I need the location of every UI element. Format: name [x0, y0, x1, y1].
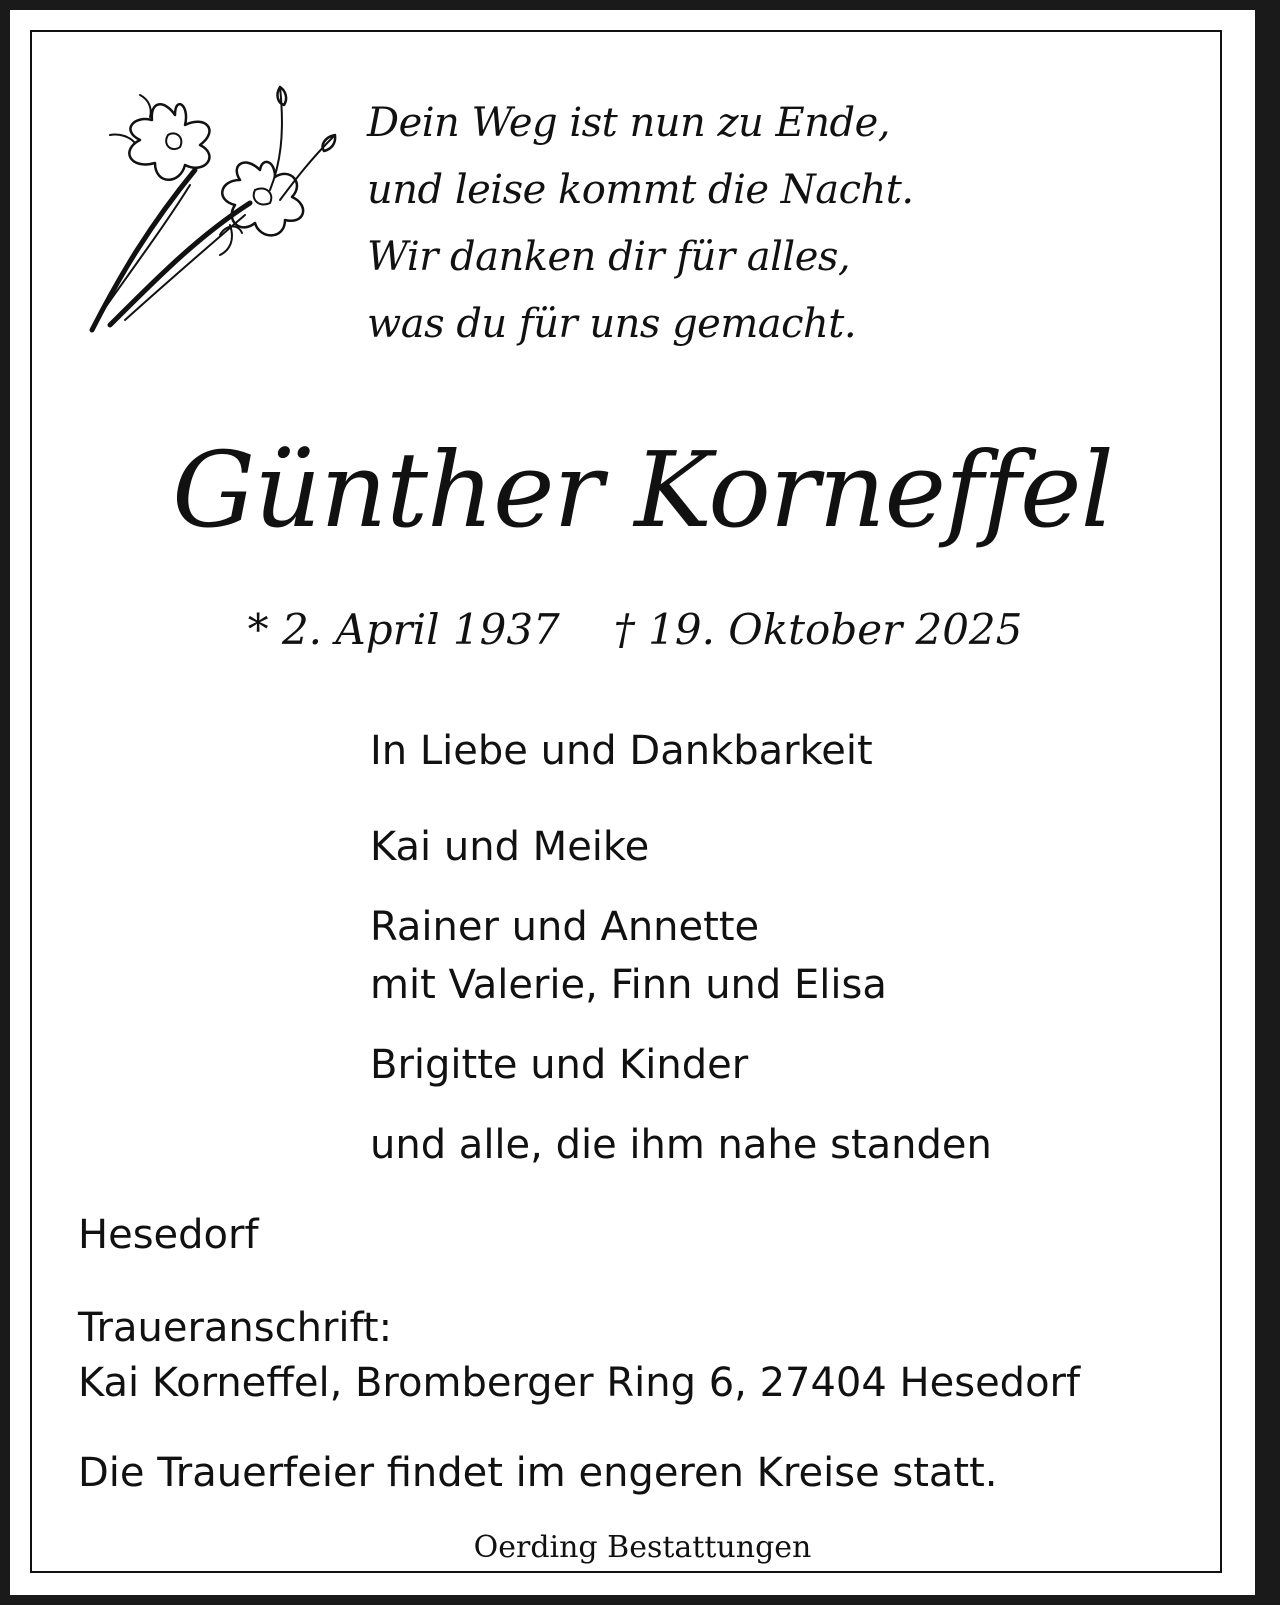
- undertaker: Oerding Bestattungen: [473, 1530, 812, 1565]
- poem-line: Dein Weg ist nun zu Ende,: [367, 100, 890, 146]
- poem: [367, 90, 914, 358]
- poem-line: und leise kommt die Nacht.: [367, 167, 914, 213]
- death-date: † 19. Oktober 2025: [613, 605, 1023, 654]
- address-label: Traueranschrift:: [78, 1305, 393, 1351]
- poem-line: Wir danken dir für alles,: [367, 234, 851, 280]
- obituary-card: [10, 10, 1255, 1595]
- place: Hesedorf: [78, 1212, 259, 1258]
- poem-line: was du für uns gemacht.: [367, 301, 857, 347]
- mourner-line: Brigitte und Kinder: [370, 1042, 749, 1088]
- life-dates: [10, 600, 1260, 660]
- flower-icon: [80, 75, 350, 345]
- mourners-intro: In Liebe und Dankbarkeit: [370, 728, 873, 774]
- mourner-line: mit Valerie, Finn und Elisa: [370, 962, 887, 1008]
- birth-date: * 2. April 1937: [247, 605, 560, 654]
- ceremony-note: Die Trauerfeier findet im engeren Kreise statt.: [78, 1450, 998, 1496]
- mourner-line: Rainer und Annette: [370, 904, 760, 950]
- mourner-line: Kai und Meike: [370, 824, 650, 870]
- address-value: Kai Korneffel, Bromberger Ring 6, 27404 Hesedorf: [78, 1360, 1081, 1406]
- mourner-line: und alle, die ihm nahe standen: [370, 1122, 992, 1168]
- deceased-name: Günther Korneffel: [172, 429, 1113, 551]
